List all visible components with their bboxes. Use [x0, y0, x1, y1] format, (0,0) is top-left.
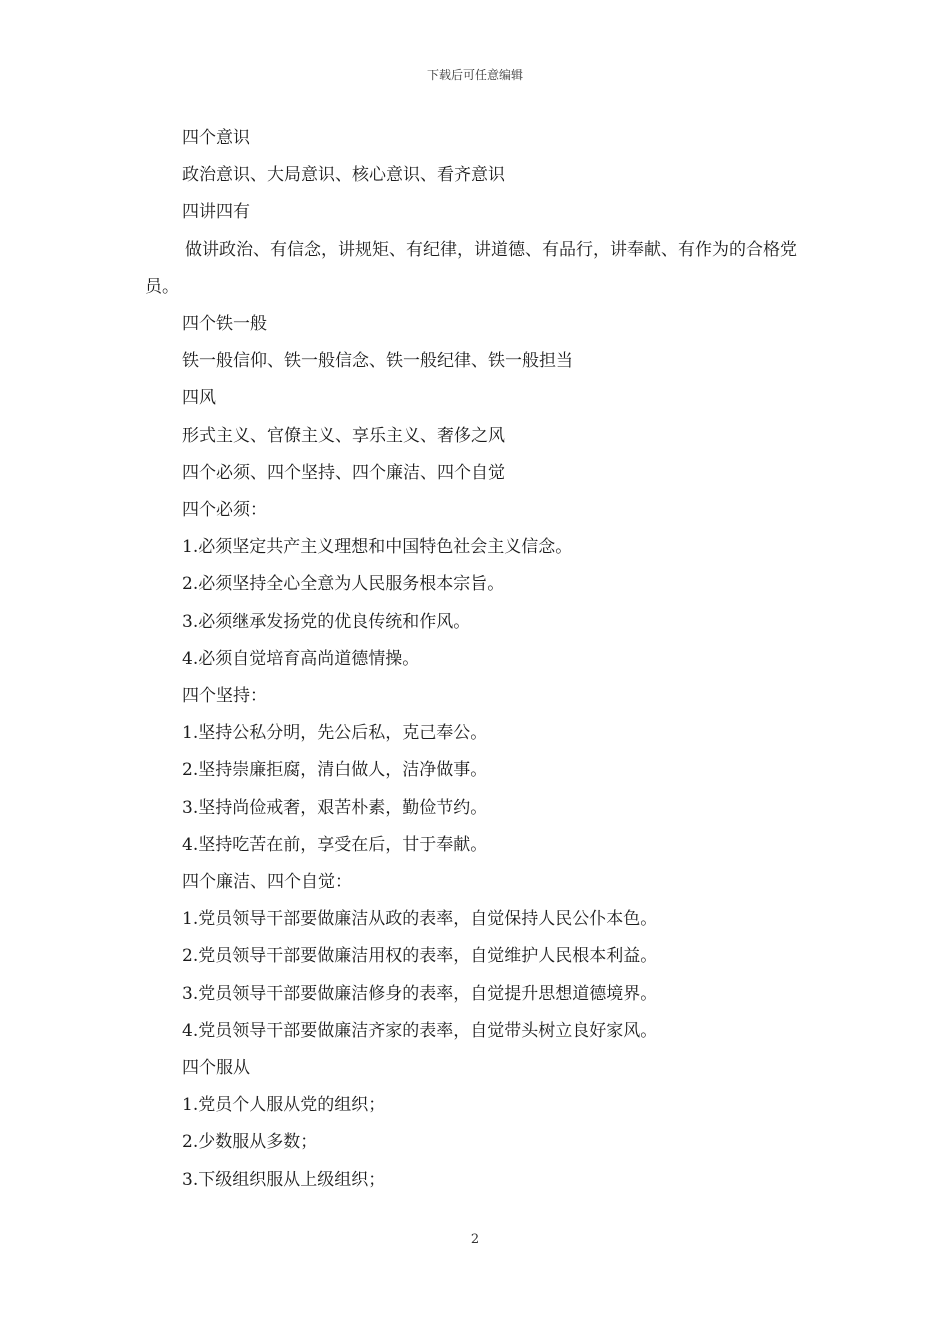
heading-four-winds: 四风: [182, 388, 216, 409]
list-item: 2.少数服从多数；: [182, 1132, 318, 1153]
text-line: 形式主义、官僚主义、享乐主义、奢侈之风: [182, 425, 505, 446]
heading-four-talks: 四讲四有: [182, 202, 250, 223]
text-line: 铁一般信仰、铁一般信念、铁一般纪律、铁一般担当: [182, 351, 573, 372]
text-line: 政治意识、大局意识、核心意识、看齐意识: [182, 165, 505, 186]
list-item: 4.必须自觉培育高尚道德情操。: [182, 648, 420, 669]
list-item: 1.党员领导干部要做廉洁从政的表率，自觉保持人民公仆本色。: [182, 909, 658, 930]
list-item: 3.坚持尚俭戒奢，艰苦朴素，勤俭节约。: [182, 797, 488, 818]
list-item: 2.必须坚持全心全意为人民服务根本宗旨。: [182, 574, 505, 595]
subheading: 四个坚持：: [182, 686, 267, 707]
paragraph: 做讲政治、有信念，讲规矩、有纪律，讲道德、有品行，讲奉献、有作为的合格党员。: [145, 239, 797, 297]
list-item: 2.党员领导干部要做廉洁用权的表率，自觉维护人民根本利益。: [182, 946, 658, 967]
list-item: 1.坚持公私分明，先公后私，克己奉公。: [182, 723, 488, 744]
page-number: 2: [470, 1232, 480, 1247]
list-item: 4.坚持吃苦在前，享受在后，甘于奉献。: [182, 834, 488, 855]
heading-four-obeys: 四个服从: [182, 1058, 250, 1079]
subheading: 四个廉洁、四个自觉：: [182, 872, 352, 893]
list-item: 1.党员个人服从党的组织；: [182, 1095, 386, 1116]
heading-four-iron: 四个铁一般: [182, 314, 267, 335]
document-body: [145, 120, 810, 1199]
list-item: 2.坚持崇廉拒腐，清白做人，洁净做事。: [182, 760, 488, 781]
subheading: 四个必须：: [182, 500, 267, 521]
list-item: 1.必须坚定共产主义理想和中国特色社会主义信念。: [182, 537, 573, 558]
list-item: 3.下级组织服从上级组织；: [182, 1169, 386, 1190]
list-item: 3.必须继承发扬党的优良传统和作风。: [182, 611, 471, 632]
list-item: 4.党员领导干部要做廉洁齐家的表率，自觉带头树立良好家风。: [182, 1020, 658, 1041]
heading-four-musts: 四个必须、四个坚持、四个廉洁、四个自觉: [182, 462, 505, 483]
list-item: 3.党员领导干部要做廉洁修身的表率，自觉提升思想道德境界。: [182, 983, 658, 1004]
heading-four-consciousness: 四个意识: [182, 128, 250, 148]
page-header: 下载后可任意编辑: [426, 68, 523, 82]
